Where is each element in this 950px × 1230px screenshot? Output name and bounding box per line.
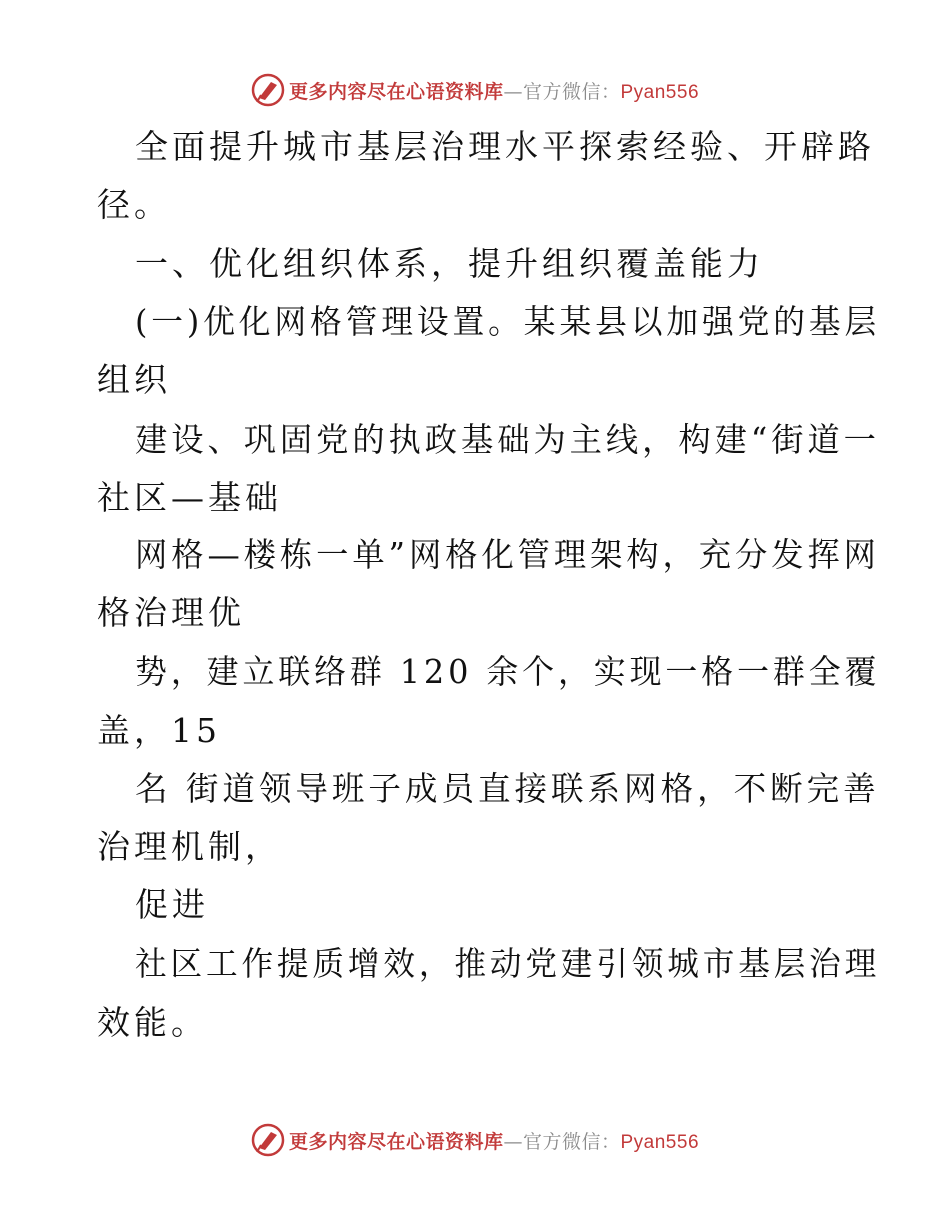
banner-wechat-id: Pyan556 (620, 81, 700, 103)
banner-dash: — (503, 1130, 523, 1153)
body-line: 全面提升城市基层治理水平探索经验、开辟路 (135, 127, 875, 166)
pen-nib-logo-icon (251, 73, 285, 107)
banner-wechat-id: Pyan556 (620, 1131, 700, 1153)
banner-brand: 更多内容尽在心语资料库 (288, 1130, 504, 1153)
banner-wechat-label: 官方微信： (522, 1130, 621, 1153)
body-line: 格治理优 (97, 593, 245, 632)
banner-wechat-label: 官方微信： (522, 80, 621, 103)
banner-dash: — (503, 80, 523, 103)
pen-nib-logo-icon (251, 1123, 285, 1157)
body-line: 社区—基础 (97, 478, 282, 517)
footer-banner (0, 1120, 950, 1160)
section-heading: 一、优化组织体系，提升组织覆盖能力 (135, 244, 764, 283)
body-line: 盖，15 (97, 711, 221, 750)
body-line: 建设、巩固党的执政基础为主线，构建“街道一 (135, 420, 880, 459)
body-line: 势，建立联络群 120 余个，实现一格一群全覆 (135, 652, 881, 691)
body-line: 效能。 (97, 1003, 208, 1042)
header-banner (0, 70, 950, 110)
body-line: 名 街道领导班子成员直接联系网格，不断完善 (135, 769, 880, 808)
body-line: 组织 (97, 360, 171, 399)
body-line: 治理机制， (97, 827, 282, 866)
body-line: 径。 (97, 185, 171, 224)
body-line: (一)优化网格管理设置。某某县以加强党的基层 (135, 302, 881, 341)
body-line: 社区工作提质增效，推动党建引领城市基层治理 (135, 944, 881, 983)
body-line: 促进 (135, 885, 209, 924)
body-line: 网格—楼栋一单”网格化管理架构，充分发挥网 (135, 535, 880, 574)
banner-brand: 更多内容尽在心语资料库 (288, 80, 504, 103)
